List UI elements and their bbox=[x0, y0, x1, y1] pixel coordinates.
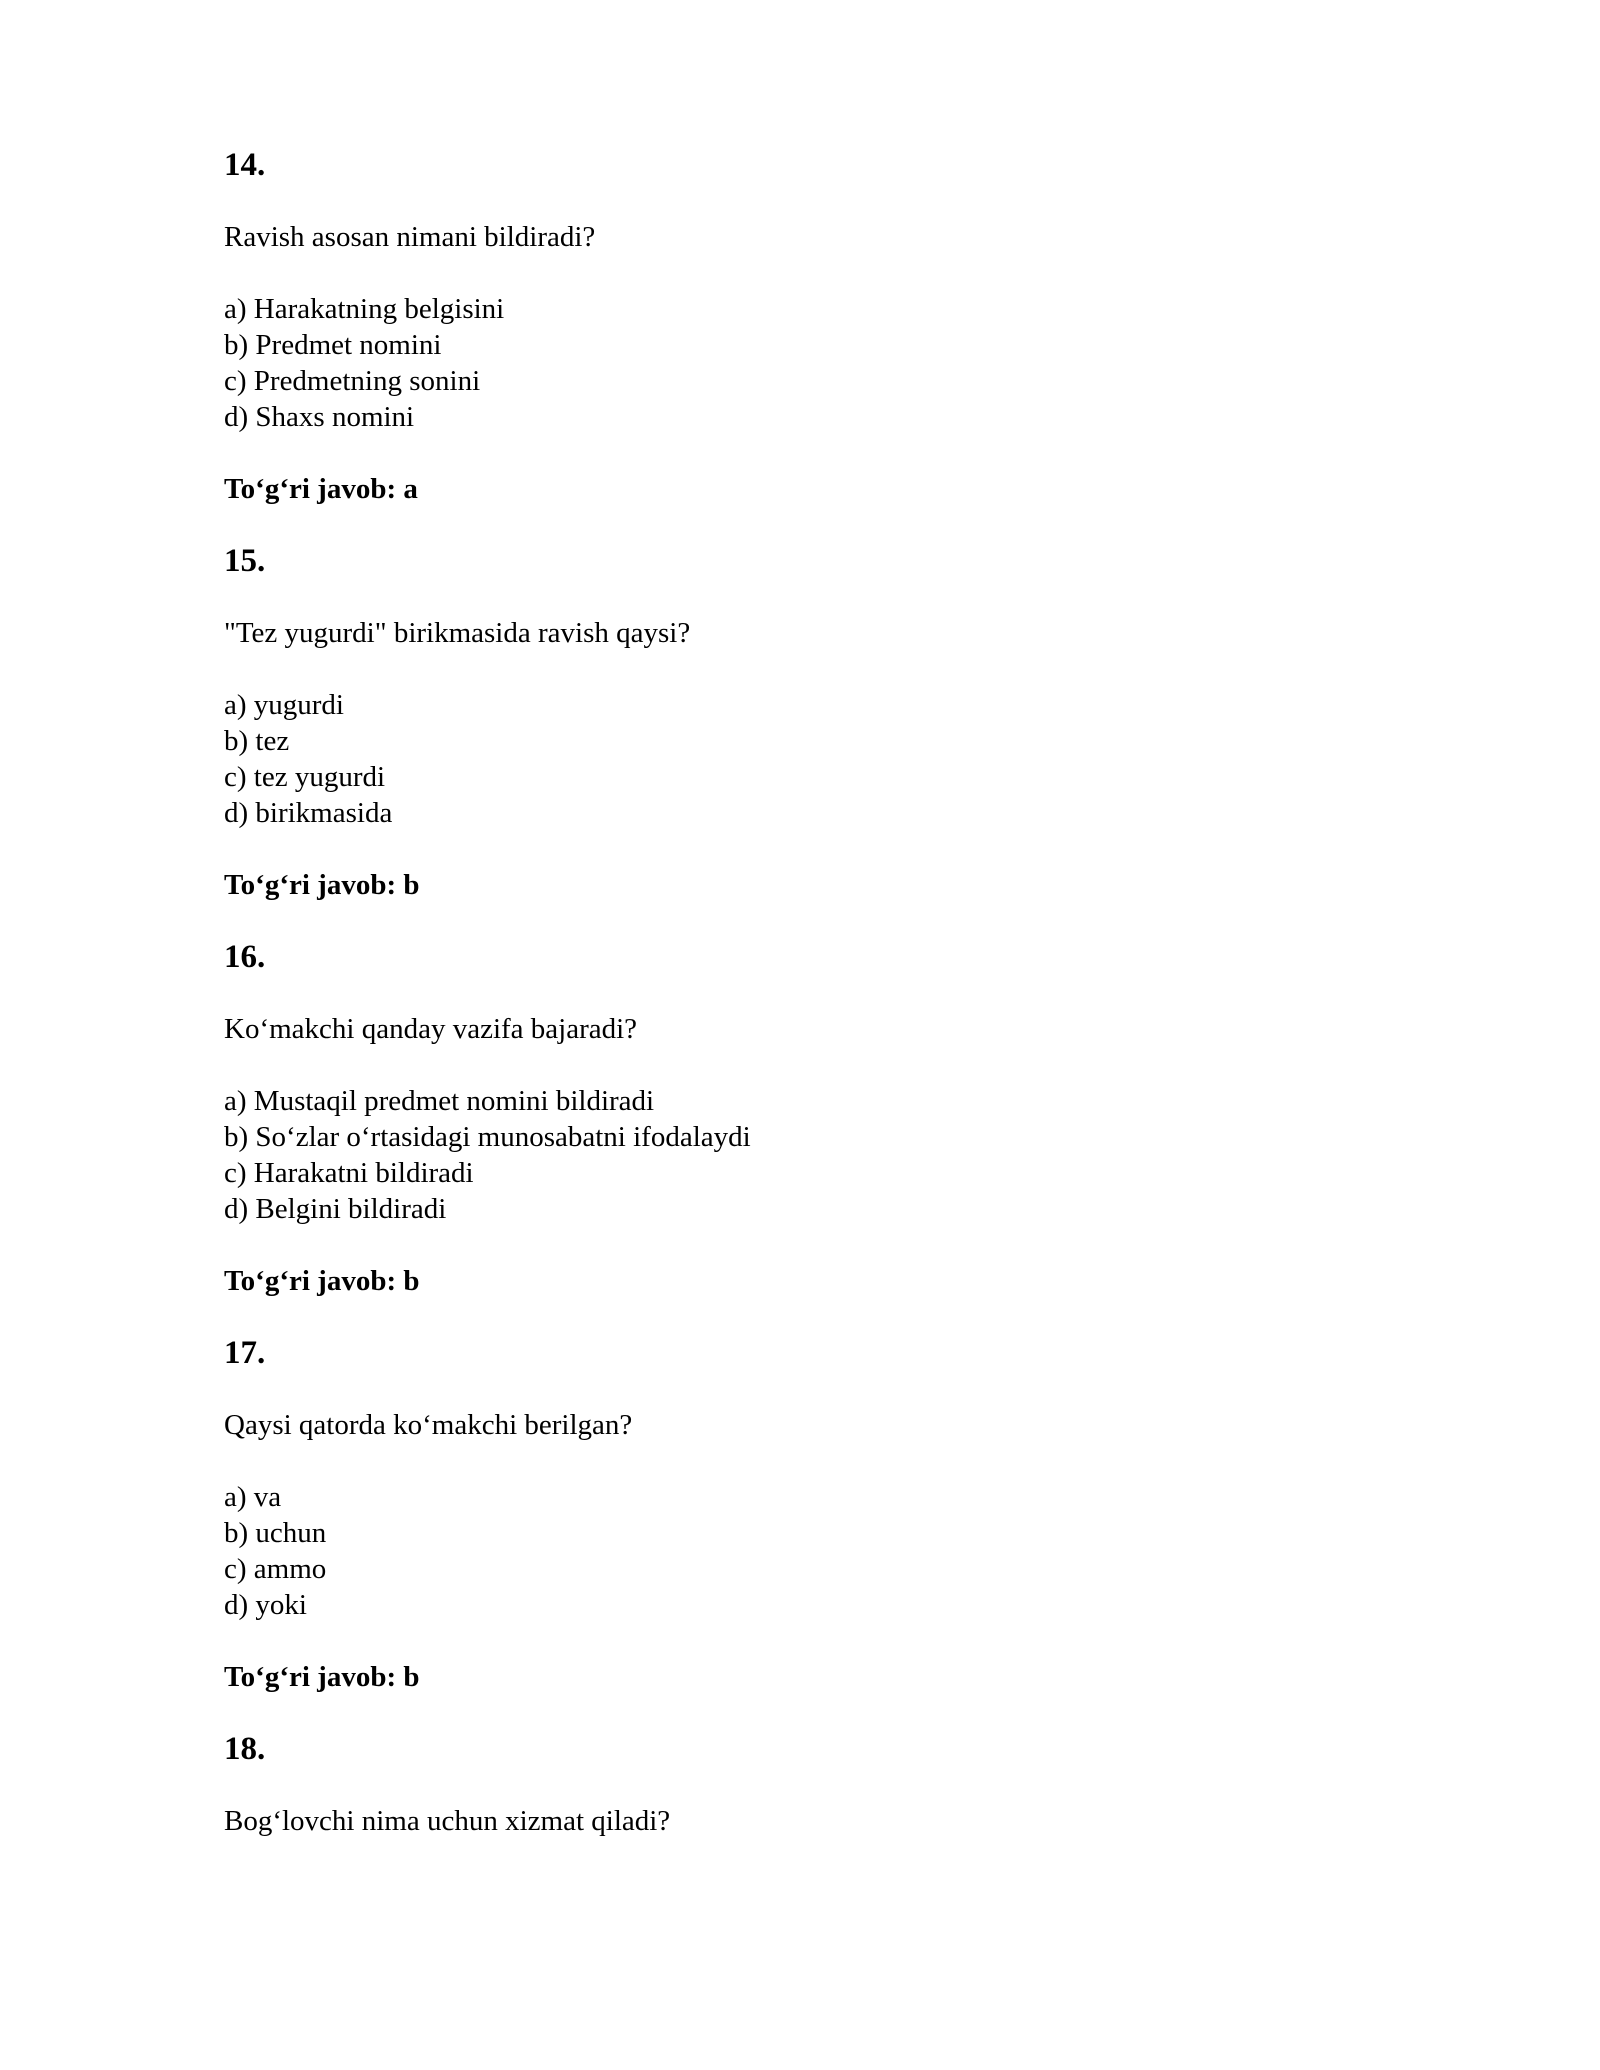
option-a: a) Mustaqil predmet nomini bildiradi bbox=[224, 1085, 655, 1117]
answer-options bbox=[224, 1479, 1424, 1623]
question-text: Qaysi qatorda ko‘makchi berilgan? bbox=[224, 1409, 633, 1441]
correct-answer: To‘g‘ri javob: b bbox=[224, 1661, 420, 1693]
option-c: c) tez yugurdi bbox=[224, 761, 386, 793]
option-d: d) Shaxs nomini bbox=[224, 401, 415, 433]
question-number: 18. bbox=[224, 1731, 266, 1767]
option-a: a) va bbox=[224, 1481, 282, 1513]
question-text: Bog‘lovchi nima uchun xizmat qiladi? bbox=[224, 1805, 671, 1837]
question-15 bbox=[224, 541, 1424, 903]
option-d: d) birikmasida bbox=[224, 797, 393, 829]
option-b: b) tez bbox=[224, 725, 290, 757]
correct-answer: To‘g‘ri javob: b bbox=[224, 1265, 420, 1297]
question-16 bbox=[224, 937, 1424, 1299]
option-c: c) ammo bbox=[224, 1553, 327, 1585]
option-b: b) Predmet nomini bbox=[224, 329, 442, 361]
option-b: b) So‘zlar o‘rtasidagi munosabatni ifodalaydi bbox=[224, 1121, 751, 1153]
answer-options bbox=[224, 1083, 1424, 1227]
question-number: 17. bbox=[224, 1335, 266, 1371]
correct-answer: To‘g‘ri javob: a bbox=[224, 473, 418, 505]
option-b: b) uchun bbox=[224, 1517, 327, 1549]
option-a: a) Harakatning belgisini bbox=[224, 293, 505, 325]
question-text: Ko‘makchi qanday vazifa bajaradi? bbox=[224, 1013, 638, 1045]
answer-options bbox=[224, 687, 1424, 831]
question-18 bbox=[224, 1729, 1424, 1839]
question-number: 16. bbox=[224, 939, 266, 975]
answer-options bbox=[224, 291, 1424, 435]
question-number: 14. bbox=[224, 147, 266, 183]
document-page bbox=[224, 145, 1424, 1875]
option-a: a) yugurdi bbox=[224, 689, 344, 721]
question-17 bbox=[224, 1333, 1424, 1695]
option-c: c) Harakatni bildiradi bbox=[224, 1157, 474, 1189]
option-d: d) Belgini bildiradi bbox=[224, 1193, 447, 1225]
question-text: Ravish asosan nimani bildiradi? bbox=[224, 221, 596, 253]
option-d: d) yoki bbox=[224, 1589, 307, 1621]
question-text: "Tez yugurdi" birikmasida ravish qaysi? bbox=[224, 617, 691, 649]
option-c: c) Predmetning sonini bbox=[224, 365, 481, 397]
question-number: 15. bbox=[224, 543, 266, 579]
correct-answer: To‘g‘ri javob: b bbox=[224, 869, 420, 901]
question-14 bbox=[224, 145, 1424, 507]
